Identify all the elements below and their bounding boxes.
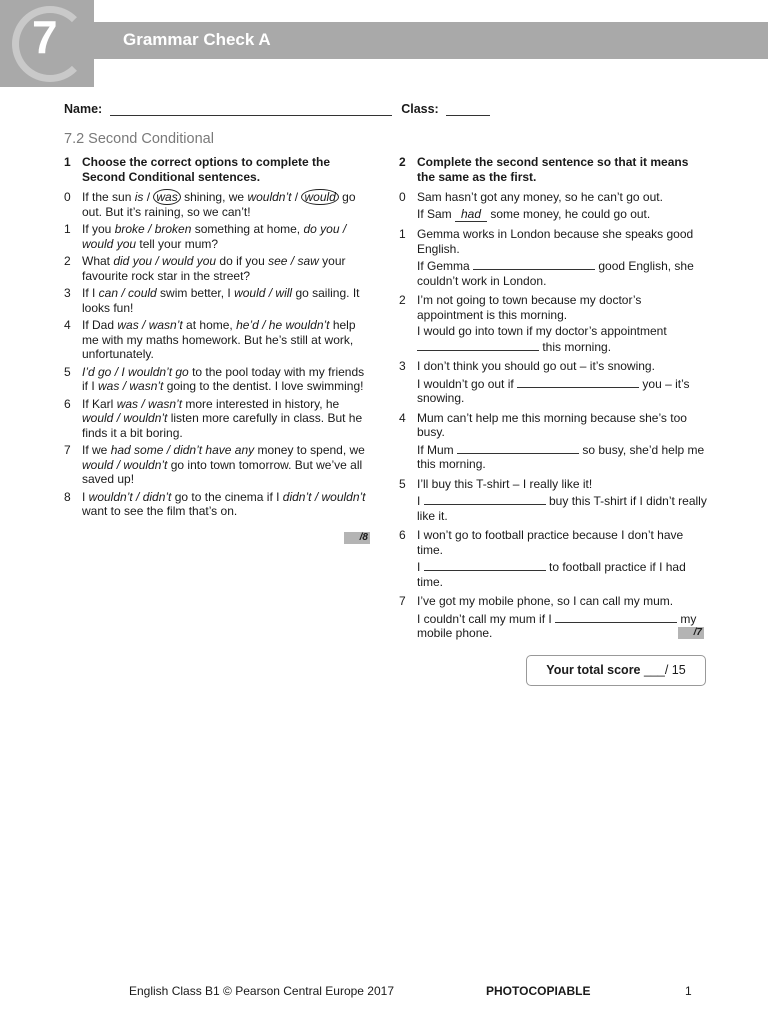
footer-copyright: English Class B1 © Pearson Central Europe 2017 [129,984,394,998]
unit-number: 7 [32,11,58,63]
list-item: 0 Sam hasn’t got any money, so he can’t go out. If Sam had some money, he could go out. [399,190,663,221]
circled-answer: was [153,189,180,205]
answer-gap[interactable] [517,376,639,388]
list-item: 2 I’m not going to town because my doctor’s appointment is this morning. I would go into town if my doctor’s appointment this morning. [399,293,667,354]
list-item[interactable]: 7 If we had some / didn’t have any money to spend, we would / wouldn’t go into town tomorrow. But we’ve all saved up! [64,443,365,486]
unit-badge [0,0,94,87]
circled-answer: would [301,189,338,205]
exercise-1 [64,155,369,522]
exercise-2 [399,155,709,646]
section-title: 7.2 Second Conditional [64,131,214,147]
list-item[interactable]: 4 If Dad was / wasn’t at home, he’d / he wouldn’t help me with my maths homework. But he’s still at work, unfortunately. [64,318,356,361]
answer-gap[interactable] [473,258,595,270]
header-bar [94,22,768,59]
answer-gap[interactable] [457,442,579,454]
list-item[interactable]: 5 I’d go / I wouldn’t go to the pool today with my friends if I was / wasn’t going to the dentist. I love swimming! [64,364,365,393]
class-label: Class: [401,102,439,116]
answer-gap[interactable] [417,339,539,351]
footer-photocopiable: PHOTOCOPIABLE [486,984,591,998]
example-answer: had [455,207,487,223]
name-class-row [64,102,490,116]
list-item[interactable]: 1 If you broke / broken something at home, do you / would you tell your mum? [64,222,347,251]
list-item: 3 I don’t think you should go out – it’s snowing. I wouldn’t go out if you – it’s snowing. [399,359,690,405]
total-score-box [526,655,706,686]
list-item[interactable]: 8 I wouldn’t / didn’t go to the cinema if I didn’t / wouldn’t want to see the film that’s on. [64,489,366,518]
list-item: 4 Mum can’t help me this morning because she’s too busy. If Mum so busy, she’d help me this morning. [399,410,705,471]
answer-gap[interactable] [424,559,546,571]
exercise-1-score: /8 [344,532,370,544]
answer-gap[interactable] [555,611,677,623]
name-label: Name: [64,102,103,116]
list-item: 6 I won’t go to football practice because I don’t have time. I to football practice if I had time. [399,528,686,589]
exercise-2-score: /7 [678,627,704,639]
exercise-1-instruction: 1 Choose the correct options to complete the Second Conditional sentences. [64,155,331,184]
page-title: Grammar Check A [123,30,271,49]
list-item[interactable]: 3 If I can / could swim better, I would / will go sailing. It looks fun! [64,286,360,315]
list-item: 0 If the sun is / was shining, we wouldn’t / would go out. But it’s raining, so we can’t! [64,190,356,219]
class-field[interactable] [446,102,490,116]
list-item[interactable]: 2 What did you / would you do if you see / saw your favourite rock star in the street? [64,254,346,283]
exercise-2-instruction: 2 Complete the second sentence so that it means the same as the first. [399,155,689,184]
total-score-label: Your total score [546,663,641,677]
list-item: 7 I’ve got my mobile phone, so I can call my mum. I couldn’t call my mum if I my mobile phone. [399,594,697,640]
list-item: 1 Gemma works in London because she speaks good English. If Gemma good English, she couldn’t work in London. [399,227,694,288]
answer-gap[interactable] [424,493,546,505]
list-item[interactable]: 6 If Karl was / wasn’t more interested in history, he would / wouldn’t listen more carefully in class. But he finds it a bit boring. [64,396,363,440]
page-number: 1 [685,984,692,998]
list-item: 5 I’ll buy this T-shirt – I really like it! I buy this T-shirt if I didn’t really like it. [399,476,707,523]
name-field[interactable] [110,102,392,116]
total-score-value: ___/ 15 [644,663,686,677]
